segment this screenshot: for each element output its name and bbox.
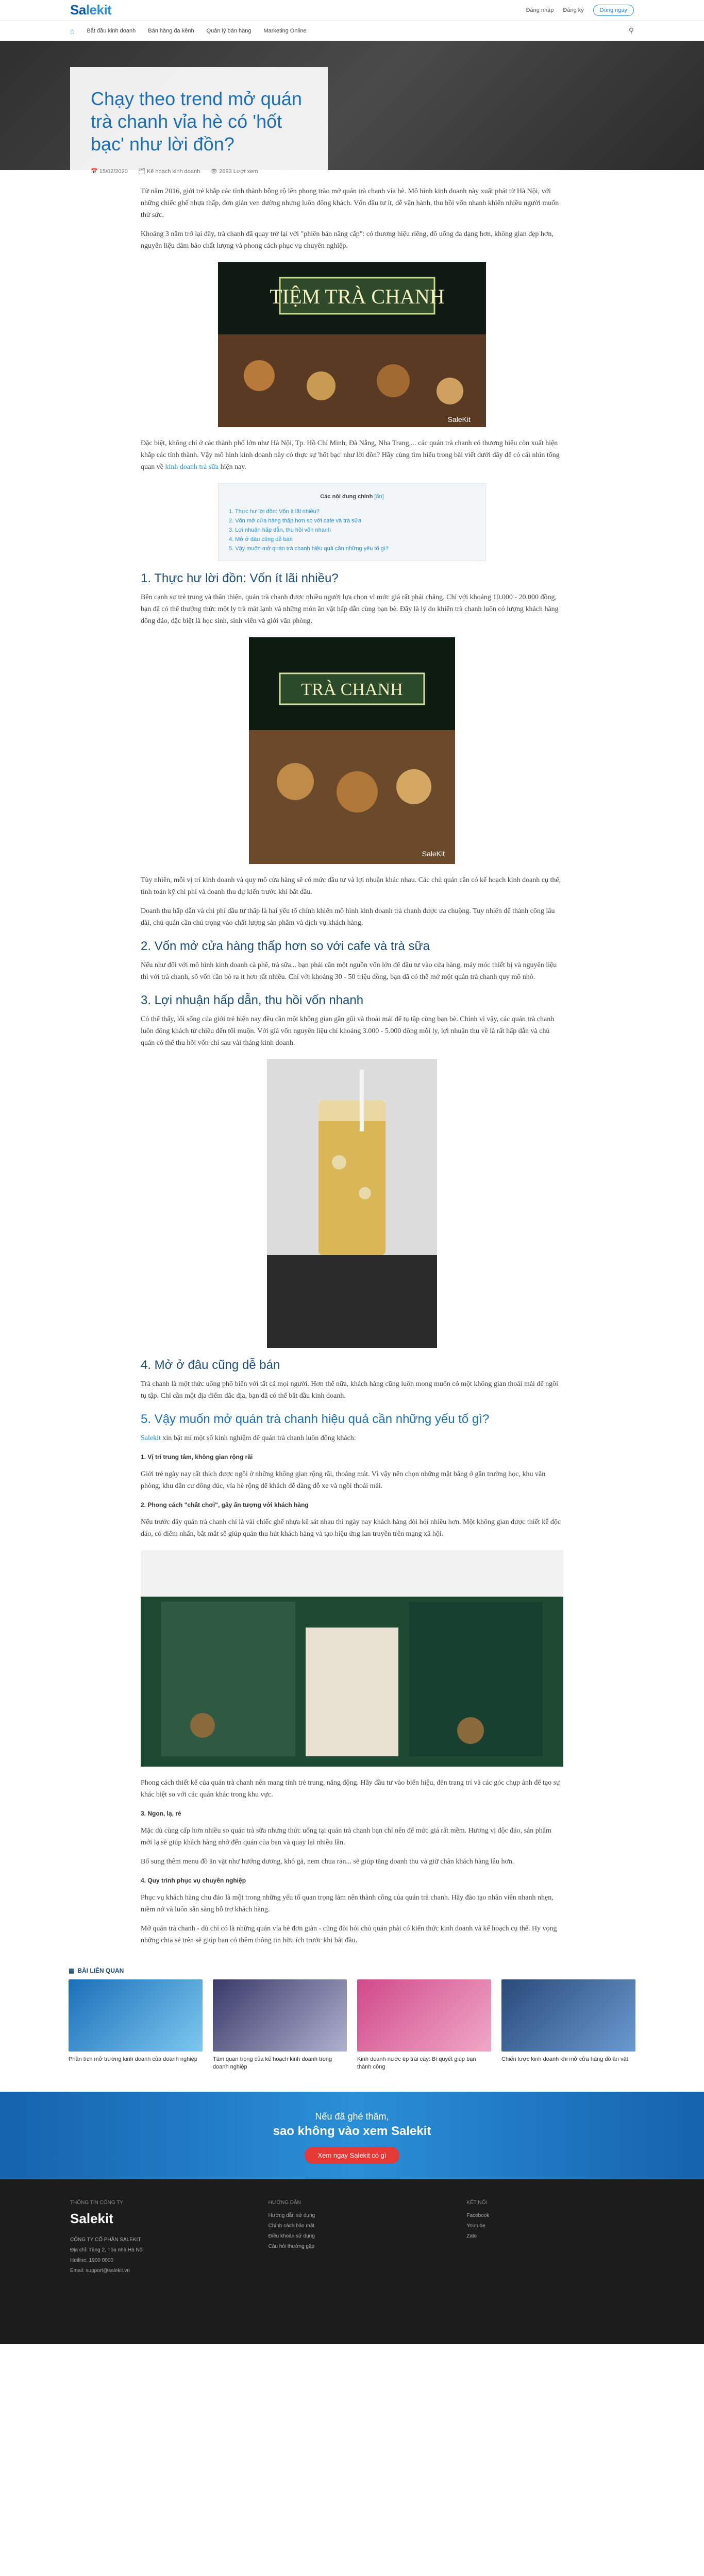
inline-link[interactable]: kinh doanh trà sữa [165, 463, 219, 471]
related-card-title[interactable]: Chiến lược kinh doanh khi mở cửa hàng đồ ăn vặt [501, 2056, 628, 2062]
sub-heading: 3. Ngon, lạ, rẻ [141, 1810, 181, 1817]
page-title: Chạy theo trend mở quán trà chanh vỉa hè có 'hốt bạc' như lời đồn? [91, 88, 302, 155]
shop-night-image [249, 637, 455, 864]
toc-title: Các nội dung chính [ẩn] [320, 494, 384, 500]
paragraph: Có thể thấy, lối sống của giới trẻ hiện nay đều cần một không gian gần gũi và thoải mái để tụ tập cùng bạn bè. Chính vì vậy, các quán trà chanh luôn đông khách từ chiều đến tối muộn. Với giá vốn nguyên liệu chỉ khoảng 3.000 - 5.000 đồng mỗi ly, lợi nhuận thu về là rất hấp dẫn và chủ quán có thể thu hồi vốn chỉ sau vài tháng kinh doanh. [141, 1015, 555, 1047]
related-thumbnail [501, 1979, 635, 2052]
footer-col-social [466, 2200, 634, 2324]
sub-heading: 1. Vị trí trung tâm, không gian rộng rãi [141, 1453, 253, 1461]
section-heading: 3. Lợi nhuận hấp dẫn, thu hồi vốn nhanh [141, 993, 364, 1007]
footer-link[interactable]: Hướng dẫn sử dụng [268, 2213, 315, 2218]
paragraph: Từ năm 2016, giới trẻ khắp các tỉnh thành bỗng rộ lên phong trào mở quán trà chanh vỉa hè. Mô hình kinh doanh này xuất phát từ Hà Nội, với những chiếc ghế nhựa thấp, đơn giản ven đường nhưng luôn đông khách. Vốn đầu tư ít, dễ vận hành, thu hồi vốn nhanh khiến nhiều người muốn thử sức. [141, 188, 559, 219]
footer-link[interactable]: Youtube [466, 2223, 485, 2229]
post-date: 📅 15/02/2020 [91, 168, 128, 175]
footer-logo[interactable]: Salekit [70, 2211, 113, 2226]
footer-link[interactable]: Facebook [466, 2213, 490, 2218]
section-heading: 1. Thực hư lời đồn: Vốn ít lãi nhiều? [141, 571, 339, 585]
cta-line1: Nếu đã ghé thăm, [315, 2111, 389, 2122]
article-body [141, 170, 563, 1946]
related-card-title[interactable]: Tâm quan trọng của kế hoạch kinh doanh trong doanh nghiệp [213, 2056, 332, 2070]
paragraph: Khoảng 3 năm trở lại đây, trà chanh đã quay trở lại với "phiên bản nâng cấp": có thương hiệu riêng, đồ uống đa dạng hơn, không gian đẹp hơn, nguyên liệu đảm bảo chất lượng và phong cách phục vụ chuyên nghiệp. [141, 230, 554, 250]
related-card[interactable] [357, 1979, 491, 2071]
logo[interactable]: Salekit [70, 2, 112, 18]
related-card[interactable] [213, 1979, 347, 2071]
paragraph: Phục vụ khách hàng chu đáo là một trong những yếu tố quan trọng làm nên thành công của quán trà chanh. Hãy đào tạo nhân viên nhanh nhẹn, niềm nở và luôn sẵn sàng hỗ trợ khách hàng. [141, 1894, 554, 1913]
paragraph: Trà chanh là một thức uống phổ biến với tất cả mọi người. Hơn thế nữa, khách hàng cũng luôn mong muốn có một không gian thoải mái để ngồi tụ tập. Chỉ cần một địa điểm đắc địa, bạn đã có thể bắt đầu kinh doanh. [141, 1380, 559, 1400]
svg-text:TIỆM TRÀ CHANH: TIỆM TRÀ CHANH [270, 285, 445, 308]
paragraph: Nếu trước đây quán trà chanh chỉ là vài chiếc ghế nhựa kê sát nhau thì ngày nay khách hàng đòi hỏi nhiều hơn. Một không gian được thiết kế độc đáo, có điểm nhấn, bắt mắt sẽ giúp quán thu hút khách hàng và tạo hiệu ứng lan truyền trên mạng xã hội. [141, 1518, 561, 1538]
footer-link[interactable]: Chính sách bảo mật [268, 2223, 315, 2229]
footer-heading: THÔNG TIN CÔNG TY [70, 2200, 123, 2206]
toc-item[interactable]: 2. Vốn mở cửa hàng thấp hơn so với cafe và trà sữa [229, 518, 362, 524]
paragraph: Salekit xin bật mí một số kinh nghiệm để quán trà chanh luôn đông khách: [141, 1434, 356, 1442]
toc-item[interactable]: 3. Lợi nhuận hấp dẫn, thu hồi vốn nhanh [229, 527, 331, 533]
hero-banner [0, 41, 704, 175]
home-icon[interactable]: ⌂ [70, 26, 75, 35]
footer-link[interactable]: Zalo [466, 2233, 477, 2239]
footer-col-company [70, 2200, 238, 2324]
nav-item[interactable]: Marketing Online [263, 27, 307, 34]
shop-storefront-image [218, 262, 486, 427]
toc-item[interactable]: 1. Thực hư lời đồn: Vốn ít lãi nhiều? [229, 509, 320, 515]
footer-heading: HƯỚNG DẪN [268, 2200, 301, 2206]
toc-toggle[interactable]: [ẩn] [374, 494, 384, 500]
footer-heading: KẾT NỐI [466, 2200, 488, 2206]
nav-item[interactable]: Bắt đầu kinh doanh [87, 27, 136, 34]
main-nav [0, 21, 704, 41]
related-thumbnail [69, 1979, 203, 2052]
post-meta [91, 168, 307, 175]
paragraph: Tùy nhiên, mỗi vị trí kinh doanh và quy mô cửa hàng sẽ có mức đầu tư và lợi nhuận khác nhau. Các chủ quán cần có kế hoạch kinh doanh cụ thể, tính toán kỹ chi phí và doanh thu dự kiến trước khi bắt đầu. [141, 876, 561, 896]
paragraph: Giới trẻ ngày nay rất thích được ngồi ở những không gian rộng rãi, thoáng mát. Vì vậy nên chọn những mặt bằng ở gần trường học, khu văn phòng, khu dân cư đông đúc, vỉa hè rộng để khách dễ dàng đỗ xe và ngồi thoải mái. [141, 1470, 546, 1490]
inline-link[interactable]: Salekit [141, 1434, 161, 1442]
section-heading: 4. Mở ở đâu cũng dễ bán [141, 1358, 280, 1372]
toc-item[interactable]: 5. Vậy muốn mở quán trà chanh hiệu quả cần những yếu tố gì? [229, 546, 389, 552]
table-of-contents [218, 483, 486, 561]
paragraph: Doanh thu hấp dẫn và chi phí đầu tư thấp là hai yếu tố chính khiến mô hình kinh doanh trà chanh được ưa chuộng. Tuy nhiên để thành công lâu dài, chủ quán cần chú trọng vào chất lượng sản phẩm và dịch vụ khách hàng. [141, 907, 555, 927]
footer-item: Hotline: 1900 0000 [70, 2258, 113, 2263]
svg-text:SaleKit: SaleKit [422, 850, 445, 858]
paragraph: Mặc dù cùng cấp hơn nhiều so quán trà sữa nhưng thức uống tại quán trà chanh bạn chỉ nên để mức giá rất mềm. Hương vị độc đáo, sản phẩm mới lạ sẽ giúp khách hàng nhớ đến quán của bạn và quay lại nhiều lần. [141, 1827, 551, 1846]
cafe-interior-image [141, 1550, 563, 1767]
paragraph: Mở quán trà chanh - dù chỉ có là những quán vỉa hè đơn giản - cũng đòi hỏi chủ quán phải có kiến thức kinh doanh và kế hoạch cụ thể. Hy vọng những chia sẻ trên sẽ giúp bạn có thêm thông tin hữu ích trước khi bắt đầu. [141, 1925, 557, 1944]
paragraph: Bên cạnh sự trẻ trung và thân thiện, quán trà chanh được nhiều người lựa chọn vì mức giá rất phải chăng. Chỉ với khoảng 10.000 - 20.000 đồng, bạn đã có thể thưởng thức một ly trà mát lạnh và những món ăn vặt hấp dẫn cùng bạn bè. Đây là lý do khiến trà chanh luôn có lượng khách hàng đông đảo, đặc biệt là học sinh, sinh viên và giới văn phòng. [141, 594, 559, 625]
footer-item: Địa chỉ: Tầng 2, Tòa nhà Hà Nội [70, 2247, 144, 2253]
register-link[interactable]: Đăng ký [563, 7, 584, 13]
related-grid [69, 1979, 635, 2071]
related-thumbnail [357, 1979, 491, 2052]
footer-item: CÔNG TY CỔ PHẦN SALEKIT [70, 2237, 141, 2243]
footer-link[interactable]: Điều khoản sử dụng [268, 2233, 315, 2239]
trial-button[interactable]: Dùng ngay [593, 5, 634, 16]
section-heading: 5. Vậy muốn mở quán trà chanh hiệu quả cần những yếu tố gì? [141, 1412, 490, 1426]
lemon-tea-glass-image [267, 1059, 437, 1348]
top-bar [0, 0, 704, 21]
search-icon[interactable]: ⚲ [628, 26, 634, 35]
cta-banner [0, 2092, 704, 2179]
sub-heading: 4. Quy trình phục vụ chuyên nghiệp [141, 1877, 246, 1884]
paragraph: Phong cách thiết kế của quán trà chanh nên mang tính trẻ trung, năng động. Hãy đầu tư vào biển hiệu, đèn trang trí và các góc chụp ảnh để tạo sự khác biệt so với các quán khác trong khu vực. [141, 1779, 560, 1799]
paragraph: Nếu như đối với mô hình kinh doanh cà phê, trà sữa... bạn phải cần một nguồn vốn lớn để đầu tư vào cửa hàng, máy móc thiết bị và nguyên liệu thì với trà chanh, số vốn cần bỏ ra ít hơn rất nhiều. Chỉ với khoảng 30 - 50 triệu đồng, bạn đã có thể mở một quán trà chanh quy mô nhỏ. [141, 961, 557, 981]
login-link[interactable]: Đăng nhập [526, 7, 554, 13]
nav-item[interactable]: Bán hàng đa kênh [148, 27, 194, 34]
post-views: 👁 2693 Lượt xem [210, 168, 258, 175]
cta-line2: sao không vào xem Salekit [273, 2124, 431, 2138]
footer-item: Email: support@salekit.vn [70, 2268, 130, 2274]
related-card[interactable] [501, 1979, 635, 2071]
paragraph: Đặc biệt, không chỉ ở các thành phố lớn như Hà Nội, Tp. Hồ Chí Minh, Đà Nẵng, Nha Trang,... các quán trà chanh có thương hiệu còn xuất hiện khắp các tỉnh thành. Vậy mô hình kinh doanh này có thực sự 'hốt bạc' như lời đồn? Hãy cùng tìm hiểu trong bài viết dưới đây để có cái nhìn tổng quan về kinh doanh trà sữa hiện nay. [141, 439, 560, 471]
related-card-title[interactable]: Kinh doanh nước ép trái cây: Bí quyết giúp bạn thành công [357, 2056, 476, 2070]
hero-card [70, 67, 328, 175]
related-card-title[interactable]: Phần tích mở trường kinh doanh của doanh nghiệp [69, 2056, 197, 2062]
sub-heading: 2. Phong cách "chất chơi", gây ấn tượng với khách hàng [141, 1501, 309, 1509]
related-icon: ▦ [69, 1967, 75, 1974]
cta-button[interactable]: Xem ngay Salekit có gì [305, 2147, 400, 2164]
toc-item[interactable]: 4. Mở ở đâu cũng dễ bán [229, 536, 293, 543]
related-card[interactable] [69, 1979, 203, 2071]
post-category[interactable]: 🗂 Kế hoạch kinh doanh [138, 168, 200, 175]
related-title: ▦ BÀI LIÊN QUAN [69, 1967, 124, 1974]
nav-item[interactable]: Quản lý bán hàng [206, 27, 252, 34]
related-posts [69, 1967, 635, 2071]
footer [0, 2179, 704, 2344]
paragraph: Bổ sung thêm menu đồ ăn vặt như hướng dương, khô gà, nem chua rán... sẽ giúp tăng doanh thu và giữ chân khách hàng lâu hơn. [141, 1858, 514, 1866]
footer-col-guide [269, 2200, 436, 2324]
section-heading: 2. Vốn mở cửa hàng thấp hơn so với cafe và trà sữa [141, 939, 430, 953]
top-links [526, 5, 634, 16]
svg-text:SaleKit: SaleKit [447, 415, 471, 423]
svg-text:TRÀ CHANH: TRÀ CHANH [301, 680, 403, 699]
related-thumbnail [213, 1979, 347, 2052]
footer-link[interactable]: Câu hỏi thường gặp [268, 2244, 315, 2249]
